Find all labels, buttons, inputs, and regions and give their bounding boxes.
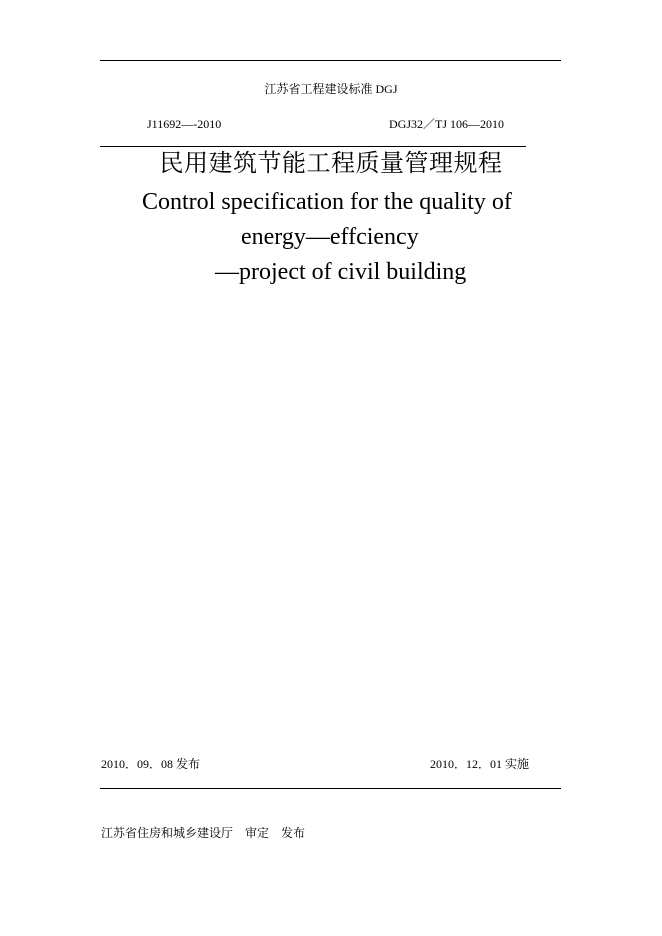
title-english-line-1: Control specification for the quality of [142, 189, 512, 215]
title-english-line-2: energy—effciency [241, 224, 419, 250]
record-number: J11692—-2010 [147, 117, 222, 131]
header-divider [100, 146, 526, 147]
standard-category-line: 江苏省工程建设标准 DGJ [264, 82, 398, 96]
title-english-line-3: —project of civil building [215, 259, 467, 285]
top-divider [100, 60, 561, 61]
publisher-line: 江苏省住房和城乡建设厅 审定 发布 [101, 826, 306, 840]
title-chinese: 民用建筑节能工程质量管理规程 [159, 151, 503, 177]
issue-date: 2010．09．08 发布 [101, 757, 201, 771]
standard-number: DGJ32／TJ 106—2010 [389, 117, 505, 131]
effective-date: 2010．12．01 实施 [430, 757, 530, 771]
bottom-divider [100, 788, 561, 789]
